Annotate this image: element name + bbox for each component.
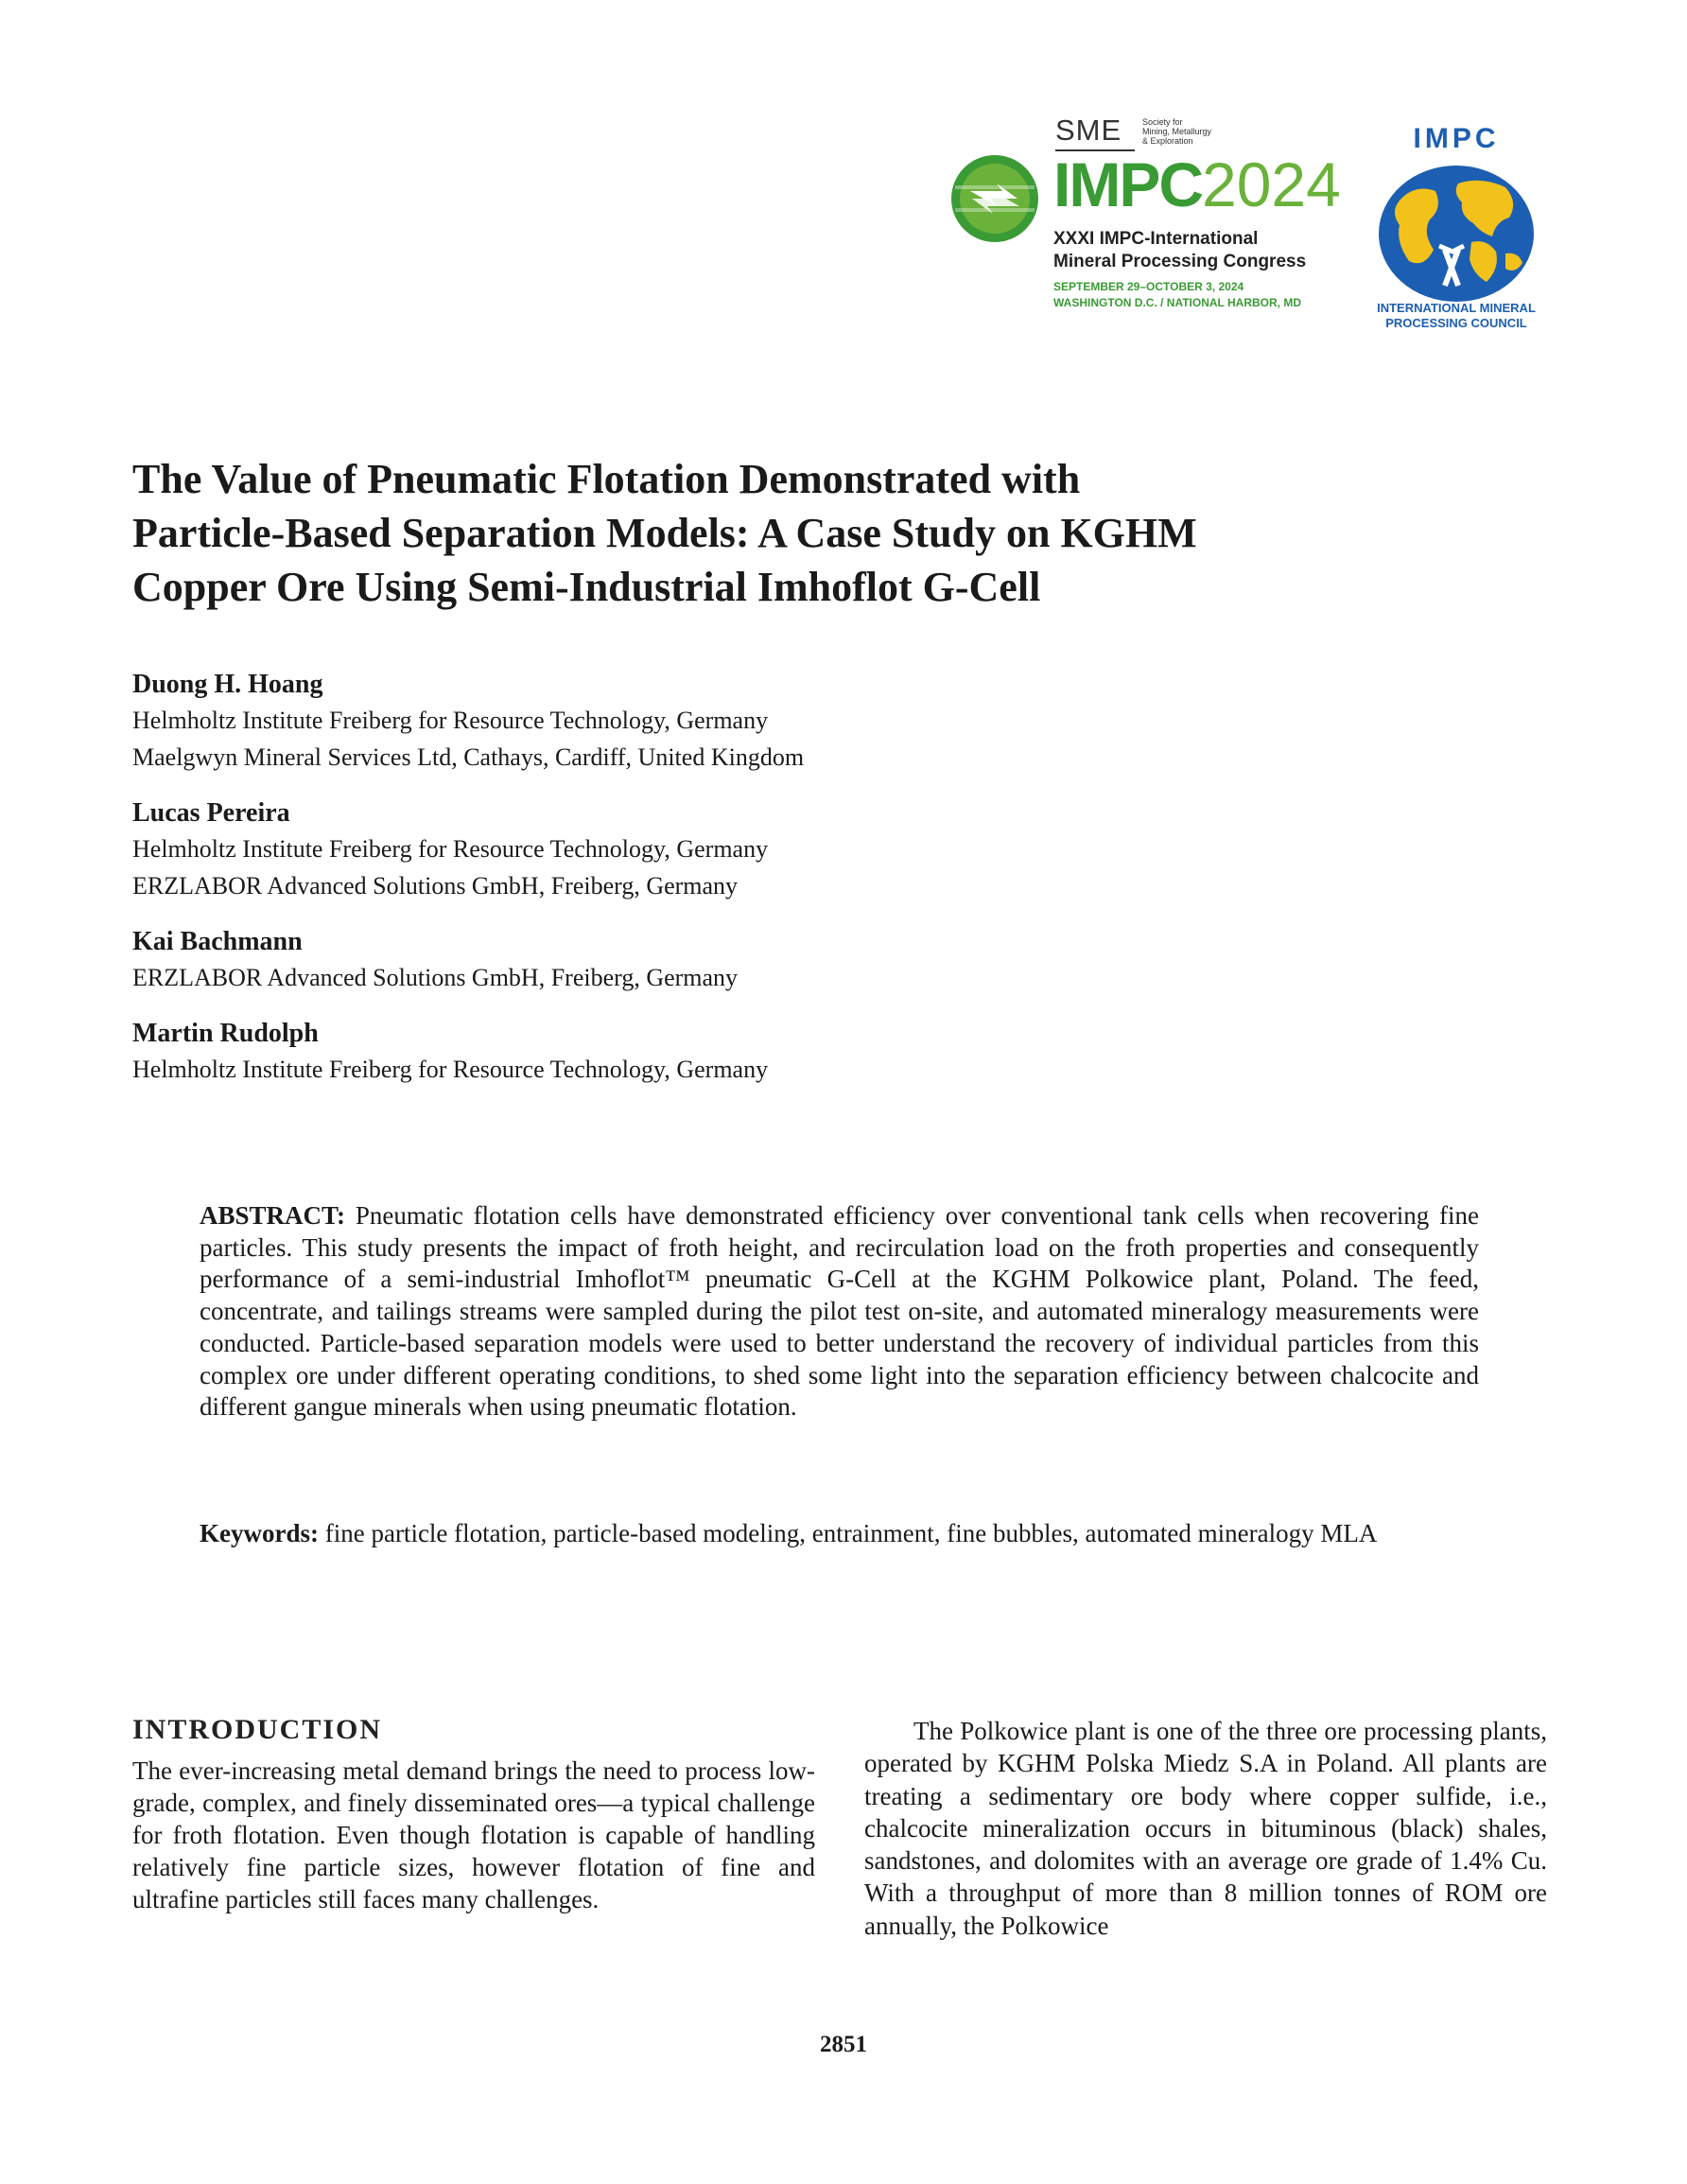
globe-icon	[1367, 163, 1545, 305]
author-name: Duong H. Hoang	[132, 670, 323, 699]
title-line: Copper Ore Using Semi-Industrial Imhoflot G-Cell	[132, 564, 1041, 610]
abstract-label: ABSTRACT:	[200, 1201, 346, 1230]
section-heading-introduction: INTRODUCTION	[132, 1714, 383, 1745]
keywords-label: Keywords:	[200, 1519, 319, 1547]
congress-line-2: Mineral Processing Congress	[1053, 252, 1307, 271]
author-affiliation: Helmholtz Institute Freiberg for Resource Technology, Germany	[132, 1056, 769, 1083]
impc-year: 2024	[1202, 149, 1341, 219]
author-affiliation: ERZLABOR Advanced Solutions GmbH, Freiberg, Germany	[132, 964, 739, 991]
council-acronym: IMPC	[1413, 123, 1500, 154]
council-name-line-2: PROCESSING COUNCIL	[1385, 316, 1527, 330]
title-line: The Value of Pneumatic Flotation Demonstrated with	[132, 456, 1081, 502]
author-list	[132, 667, 1267, 1108]
congress-dates: SEPTEMBER 29–OCTOBER 3, 2024	[1053, 280, 1244, 293]
impc-green-emblem-icon	[949, 153, 1040, 244]
abstract-text: Pneumatic flotation cells have demonstrated efficiency over conventional tank cells when recovering fine particles. This study presents the impact of froth height, and recirculation load on the froth properties and consequently performance of a semi-industrial Imhoflot™ pneumatic G-Cell at the KGHM Polkowice plant, Poland. The feed, concentrate, and tailings streams were sampled during the pilot test on-site, and automated mineralogy measurements were conducted. Particle-based separation models were used to better understand the recovery of individual particles from this complex ore under different operating conditions, to shed some light into the separation efficiency between chalcocite and different gangue minerals when using pneumatic flotation.	[200, 1201, 1480, 1422]
congress-location: WASHINGTON D.C. / NATIONAL HARBOR, MD	[1053, 296, 1301, 309]
author-entry	[132, 795, 1267, 904]
author-affiliation: Maelgwyn Mineral Services Ltd, Cathays, Cardiff, United Kingdom	[132, 743, 805, 771]
congress-line-1: XXXI IMPC-International	[1053, 229, 1259, 249]
author-affiliation: ERZLABOR Advanced Solutions GmbH, Freiberg, Germany	[132, 872, 739, 900]
author-name: Lucas Pereira	[132, 798, 290, 828]
sme-subtitle: Society for Mining, Metallurgy & Exploration	[1142, 117, 1212, 146]
author-entry	[132, 924, 1267, 996]
author-name: Kai Bachmann	[132, 927, 303, 956]
abstract	[200, 1200, 1479, 1424]
introduction-left-column: The ever-increasing metal demand brings the need to process low-grade, complex, and finely disseminated ores—a typical challenge for froth flotation. Even though flotation is capable of handling relatively fine particle sizes, however flotation of fine and ultrafine particles still faces many challenges.	[132, 1756, 815, 1913]
author-affiliation: Helmholtz Institute Freiberg for Resource Technology, Germany	[132, 835, 769, 863]
keywords-text: fine particle flotation, particle-based modeling, entrainment, fine bubbles, automated mineralogy MLA	[324, 1519, 1378, 1547]
author-affiliation: Helmholtz Institute Freiberg for Resource Technology, Germany	[132, 707, 769, 734]
impc2024-logo	[949, 114, 1356, 322]
paper-title	[132, 452, 1362, 614]
impc-text: IMPC	[1053, 149, 1202, 219]
introduction-right-column: The Polkowice plant is one of the three ore processing plants, operated by KGHM Polska Miedz S.A in Poland. All plants are treating a sedimentary ore body where copper sulfide, i.e., chalcocite mineralization occurs in bituminous (black) shales, sandstones, and dolomites with an average ore grade of 1.4% Cu. With a throughput of more than 8 million tonnes of ROM ore annually, the Polkowice	[864, 1717, 1547, 1940]
sme-logo	[1055, 114, 1301, 151]
page-number: 2851	[820, 2032, 867, 2057]
impc-council-logo	[1362, 123, 1551, 331]
author-name: Martin Rudolph	[132, 1019, 319, 1048]
impc2024-wordmark	[1053, 151, 1341, 218]
council-name-line-1: INTERNATIONAL MINERAL	[1377, 301, 1536, 315]
author-entry	[132, 1016, 1267, 1088]
sme-wordmark: SME	[1055, 114, 1122, 147]
author-entry	[132, 667, 1267, 776]
keywords	[200, 1518, 1479, 1548]
title-line: Particle-Based Separation Models: A Case Study on KGHM	[132, 510, 1197, 556]
